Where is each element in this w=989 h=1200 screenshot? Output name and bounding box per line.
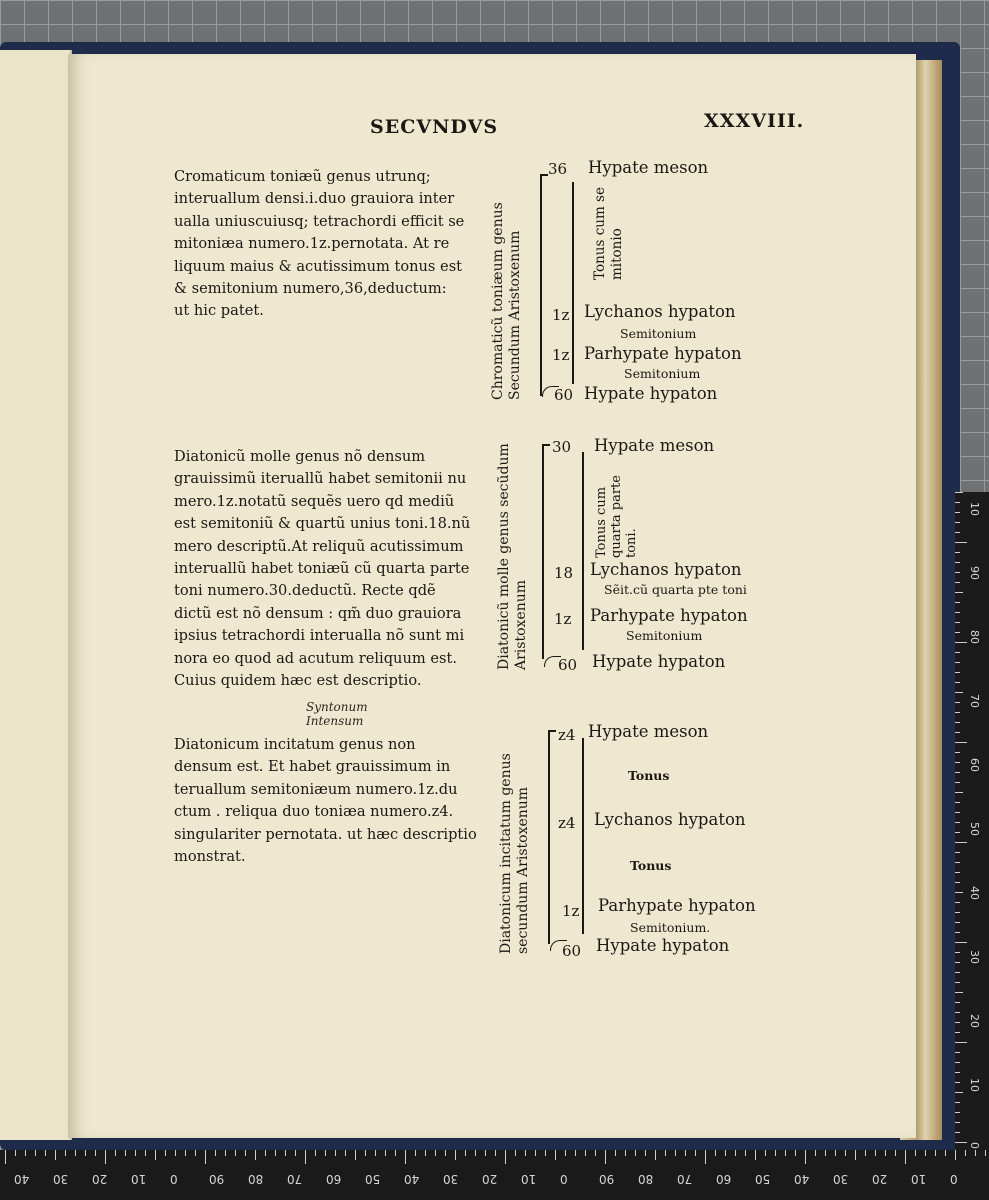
ruler-tick <box>265 1150 266 1156</box>
ruler-tick <box>955 602 960 603</box>
ruler-tick <box>765 1150 766 1156</box>
note-parhypate-hypaton: Parhypate hypaton <box>598 896 756 915</box>
ruler-tick <box>905 1150 906 1164</box>
ruler-tick <box>855 1150 856 1160</box>
handwritten-note-syntonum: Syntonum <box>306 700 368 714</box>
ruler-tick <box>885 1150 886 1156</box>
ruler-label: 20 <box>482 1172 498 1186</box>
ruler-label: 40 <box>794 1172 810 1186</box>
text-line: ipsius tetrachordi interualla nõ sunt mi <box>174 627 465 645</box>
text-line: interuallũ habet toniæũ cũ quarta parte <box>174 560 470 578</box>
note-lychanos-hypaton: Lychanos hypaton <box>594 810 746 829</box>
ruler-tick <box>955 882 960 883</box>
label-line: Diatonicum incitatum genus <box>498 753 514 954</box>
ruler-tick <box>295 1150 296 1156</box>
label-line: Chromaticũ toniæum genus <box>490 202 506 400</box>
ruler-tick <box>255 1150 256 1160</box>
ruler-label: 60 <box>326 1172 342 1186</box>
ruler-label: 10 <box>131 1172 147 1186</box>
ruler-label: 80 <box>638 1172 654 1186</box>
ruler-tick <box>785 1150 786 1156</box>
ruler-tick <box>945 1150 946 1156</box>
ruler-tick <box>955 972 960 973</box>
ruler-tick <box>955 642 967 643</box>
note-lychanos-hypaton: Lychanos hypaton <box>590 560 742 579</box>
span-label <box>594 475 639 558</box>
ruler-tick <box>955 502 960 503</box>
ruler-tick <box>955 772 960 773</box>
label-line: Secundum Aristoxenum <box>507 230 523 400</box>
ruler-tick <box>665 1150 666 1156</box>
ruler-tick <box>735 1150 736 1156</box>
ruler-tick <box>95 1150 96 1156</box>
ruler-tick <box>135 1150 136 1156</box>
interval-number: z4 <box>558 814 576 832</box>
ruler-tick <box>955 1122 960 1123</box>
ruler-tick <box>15 1150 16 1156</box>
ruler-tick <box>635 1150 636 1156</box>
ruler-tick <box>45 1150 46 1156</box>
ruler-label: 50 <box>755 1172 771 1186</box>
ruler-label: 20 <box>92 1172 108 1186</box>
ruler-tick <box>875 1150 876 1156</box>
ruler-tick <box>75 1150 76 1156</box>
ruler-tick <box>955 1052 960 1053</box>
ruler-bottom <box>0 1150 989 1200</box>
text-line: dictũ est nõ densum : qm̃ duo grauiora <box>174 604 462 622</box>
ruler-tick <box>115 1150 116 1156</box>
outer-bracket-line <box>548 730 550 944</box>
ruler-tick <box>35 1150 36 1156</box>
ruler-label: 30 <box>968 950 981 964</box>
text-line: toni numero.30.deductũ. Recte qdẽ <box>174 582 436 600</box>
ruler-tick <box>495 1150 496 1156</box>
span-label <box>592 187 626 280</box>
ruler-tick <box>795 1150 796 1156</box>
text-line: nora eo quod ad acutum reliquum est. <box>174 649 457 667</box>
label-line: Diatonicũ molle genus secũdum <box>496 443 512 670</box>
ruler-tick <box>955 742 967 743</box>
note-parhypate-hypaton: Parhypate hypaton <box>584 344 742 363</box>
ruler-tick <box>955 532 960 533</box>
text-line: monstrat. <box>174 848 246 866</box>
ruler-tick <box>955 592 963 593</box>
ruler-tick <box>915 1150 916 1156</box>
text-line: mero descriptũ.At reliquũ acutissimum <box>174 537 464 555</box>
ruler-tick <box>955 1132 960 1133</box>
ruler-tick <box>935 1150 936 1156</box>
ruler-label: 60 <box>968 758 981 772</box>
text-line: teruallum semitoniæum numero.1z.du <box>174 780 458 798</box>
ruler-tick <box>615 1150 616 1156</box>
ruler-tick <box>955 942 967 943</box>
ruler-tick <box>955 1002 960 1003</box>
ruler-tick <box>955 1042 967 1043</box>
ruler-label: 10 <box>911 1172 927 1186</box>
ruler-tick <box>25 1150 26 1156</box>
ruler-tick <box>485 1150 486 1156</box>
folio-number: XXXVIII. <box>704 110 805 132</box>
ruler-tick <box>955 542 967 543</box>
interval-number: 18 <box>554 564 574 582</box>
ruler-tick <box>955 752 960 753</box>
ruler-tick <box>955 1112 960 1113</box>
ruler-tick <box>175 1150 176 1156</box>
ruler-tick <box>205 1150 206 1164</box>
interval-name: Semitonium <box>624 366 701 381</box>
handwritten-note-intensum: Intensum <box>306 714 364 728</box>
ruler-tick <box>825 1150 826 1156</box>
ruler-tick <box>145 1150 146 1156</box>
ruler-tick <box>275 1150 276 1156</box>
ruler-tick <box>605 1150 606 1164</box>
note-hypate-hypaton: Hypate hypaton <box>592 652 726 671</box>
ruler-tick <box>895 1150 896 1156</box>
interval-number: 60 <box>558 656 578 674</box>
ruler-tick <box>345 1150 346 1156</box>
ruler-label: 60 <box>716 1172 732 1186</box>
ruler-label: 10 <box>968 502 981 516</box>
ruler-tick <box>245 1150 246 1156</box>
ruler-tick <box>725 1150 726 1156</box>
ruler-tick <box>375 1150 376 1156</box>
ruler-tick <box>955 562 960 563</box>
label-line: toni. <box>624 528 639 558</box>
ruler-tick <box>165 1150 166 1156</box>
ruler-tick <box>955 982 960 983</box>
ruler-tick <box>335 1150 336 1156</box>
paragraph-diatonic-intense <box>174 734 477 868</box>
ruler-tick <box>955 692 963 693</box>
ruler-tick <box>155 1150 156 1160</box>
ruler-tick <box>455 1150 456 1160</box>
ruler-tick <box>955 512 960 513</box>
ruler-tick <box>125 1150 126 1156</box>
ruler-label: 30 <box>833 1172 849 1186</box>
ruler-tick <box>705 1150 706 1164</box>
ruler-label: 80 <box>968 630 981 644</box>
outer-bracket-line <box>540 174 542 396</box>
interval-number: 1z <box>552 306 570 324</box>
ruler-tick <box>525 1150 526 1156</box>
ruler-tick <box>465 1150 466 1156</box>
ruler-tick <box>225 1150 226 1156</box>
ruler-tick <box>955 842 967 843</box>
ruler-label: 50 <box>365 1172 381 1186</box>
interval-name: Semitonium <box>620 326 697 341</box>
text-line: est semitoniũ & quartũ unius toni.18.nũ <box>174 515 471 533</box>
ruler-tick <box>955 662 960 663</box>
ruler-tick <box>955 932 960 933</box>
ruler-tick <box>955 902 960 903</box>
ruler-label: 80 <box>248 1172 264 1186</box>
diagram-label <box>498 753 532 954</box>
ruler-tick <box>955 1150 956 1160</box>
ruler-tick <box>395 1150 396 1156</box>
ruler-label: 40 <box>404 1172 420 1186</box>
ruler-label: 70 <box>968 694 981 708</box>
text-line: ut hic patet. <box>174 302 264 320</box>
ruler-tick <box>955 612 960 613</box>
ruler-tick <box>955 1102 960 1103</box>
ruler-label: 90 <box>599 1172 615 1186</box>
text-line: singulariter pernotata. ut hæc descriptio <box>174 825 477 843</box>
paragraph-diatonic-soft <box>174 446 470 692</box>
ruler-tick <box>955 992 963 993</box>
ruler-tick <box>955 1032 960 1033</box>
ruler-right <box>955 492 989 1152</box>
ruler-tick <box>565 1150 566 1156</box>
text-line: Cuius quidem hæc est descriptio. <box>174 672 422 690</box>
ruler-tick <box>955 792 963 793</box>
label-line: Tonus cum se <box>592 187 608 280</box>
ruler-tick <box>955 1142 967 1143</box>
ruler-label: 30 <box>443 1172 459 1186</box>
interval-number: 1z <box>552 346 570 364</box>
interval-number: 36 <box>548 160 568 178</box>
ruler-label: 0 <box>968 1142 981 1149</box>
interval-number: 60 <box>562 942 582 960</box>
text-line: ualla uniuscuiusq; tetrachordi efficit se <box>174 212 465 230</box>
label-line: secundum Aristoxenum <box>515 786 531 954</box>
interval-name: Sẽit.cũ quarta pte toni <box>604 582 747 597</box>
ruler-tick <box>955 1062 960 1063</box>
interval-name: Semitonium <box>626 628 703 643</box>
ruler-tick <box>955 682 960 683</box>
ruler-tick <box>865 1150 866 1156</box>
ruler-tick <box>585 1150 586 1156</box>
ruler-tick <box>955 552 960 553</box>
text-line: interuallum densi.i.duo grauiora inter <box>174 190 455 208</box>
text-line: Diatonicum incitatum genus non <box>174 736 416 753</box>
ruler-tick <box>955 632 960 633</box>
book-page <box>68 54 916 1138</box>
ruler-label: 90 <box>968 566 981 580</box>
interval-number: 30 <box>552 438 572 456</box>
ruler-tick <box>415 1150 416 1156</box>
label-line: Tonus cum <box>594 486 609 558</box>
ruler-tick <box>105 1150 106 1164</box>
ruler-tick <box>675 1150 676 1156</box>
ruler-tick <box>845 1150 846 1156</box>
text-line: ctum . reliqua duo toniæa numero.z4. <box>174 803 454 821</box>
ruler-tick <box>215 1150 216 1156</box>
inner-bracket-line <box>572 182 574 384</box>
ruler-tick <box>955 492 963 493</box>
ruler-tick <box>285 1150 286 1156</box>
ruler-tick <box>55 1150 56 1160</box>
bracket-tick <box>542 444 550 446</box>
text-line: Cromaticum toniæũ genus utrunq; <box>174 168 431 185</box>
ruler-tick <box>955 1022 960 1023</box>
ruler-label: 70 <box>677 1172 693 1186</box>
ruler-label: 40 <box>968 886 981 900</box>
ruler-label: 50 <box>968 822 981 836</box>
ruler-tick <box>195 1150 196 1156</box>
ruler-tick <box>185 1150 186 1156</box>
ruler-tick <box>955 962 960 963</box>
ruler-tick <box>955 892 963 893</box>
ruler-tick <box>955 702 960 703</box>
ruler-tick <box>355 1150 356 1160</box>
ruler-label: 70 <box>287 1172 303 1186</box>
ruler-tick <box>955 522 960 523</box>
ruler-label: 0 <box>170 1172 178 1186</box>
ruler-tick <box>955 732 960 733</box>
ruler-tick <box>545 1150 546 1156</box>
ruler-label: 0 <box>950 1172 958 1186</box>
ruler-tick <box>955 952 960 953</box>
ruler-tick <box>505 1150 506 1164</box>
text-line: grauissimũ iteruallũ habet semitonii nu <box>174 470 467 488</box>
bracket-tick <box>540 174 548 176</box>
ruler-label: 20 <box>968 1014 981 1028</box>
ruler-tick <box>425 1150 426 1156</box>
ruler-tick <box>955 572 960 573</box>
inner-bracket-line <box>582 452 584 650</box>
ruler-tick <box>955 622 960 623</box>
diagram-label <box>496 443 530 670</box>
note-hypate-meson: Hypate meson <box>588 158 709 177</box>
outer-bracket-line <box>542 444 544 659</box>
ruler-label: 30 <box>53 1172 69 1186</box>
ruler-tick <box>955 652 960 653</box>
text-line: liquum maius & acutissimum tonus est <box>174 257 463 275</box>
ruler-tick <box>955 852 960 853</box>
ruler-tick <box>955 1082 960 1083</box>
note-hypate-hypaton: Hypate hypaton <box>596 936 730 955</box>
ruler-tick <box>595 1150 596 1156</box>
ruler-tick <box>955 832 960 833</box>
ruler-tick <box>955 922 960 923</box>
ruler-tick <box>655 1150 656 1160</box>
ruler-tick <box>955 812 960 813</box>
ruler-tick <box>755 1150 756 1160</box>
ruler-tick <box>555 1150 556 1160</box>
note-hypate-hypaton: Hypate hypaton <box>584 384 718 403</box>
inner-bracket-line <box>582 738 584 934</box>
ruler-tick <box>985 1150 986 1156</box>
ruler-tick <box>955 802 960 803</box>
ruler-tick <box>815 1150 816 1156</box>
ruler-tick <box>365 1150 366 1156</box>
ruler-tick <box>955 872 960 873</box>
ruler-label: 10 <box>968 1078 981 1092</box>
ruler-tick <box>235 1150 236 1156</box>
running-head-title: SECVNDVS <box>370 116 499 138</box>
facing-page-left <box>0 50 72 1140</box>
ruler-tick <box>955 712 960 713</box>
ruler-tick <box>835 1150 836 1156</box>
ruler-tick <box>955 672 960 673</box>
paragraph-chromatic <box>174 166 464 323</box>
ruler-tick <box>315 1150 316 1156</box>
ruler-tick <box>955 582 960 583</box>
ruler-tick <box>775 1150 776 1156</box>
ruler-tick <box>695 1150 696 1156</box>
ruler-tick <box>955 1012 960 1013</box>
interval-number: z4 <box>558 726 576 744</box>
ruler-tick <box>955 762 960 763</box>
ruler-tick <box>535 1150 536 1156</box>
bracket-tick <box>548 730 556 732</box>
ruler-tick <box>85 1150 86 1156</box>
ruler-tick <box>385 1150 386 1156</box>
ruler-tick <box>955 862 960 863</box>
ruler-tick <box>955 1092 963 1093</box>
text-line: mero.1z.notatũ sequẽs uero qd mediũ <box>174 492 455 510</box>
note-hypate-meson: Hypate meson <box>588 722 709 741</box>
text-line: densum est. Et habet grauissimum in <box>174 758 451 776</box>
interval-number: 1z <box>554 610 572 628</box>
ruler-tick <box>575 1150 576 1156</box>
ruler-label: 20 <box>872 1172 888 1186</box>
ruler-label: 10 <box>521 1172 537 1186</box>
ruler-tick <box>625 1150 626 1156</box>
interval-name: Tonus <box>630 858 672 873</box>
ruler-tick <box>685 1150 686 1156</box>
ruler-tick <box>955 822 960 823</box>
ruler-tick <box>745 1150 746 1156</box>
ruler-tick <box>965 1150 966 1156</box>
ruler-tick <box>5 1150 6 1164</box>
text-line: & semitonium numero,36,deductum: <box>174 280 447 298</box>
ruler-tick <box>325 1150 326 1156</box>
text-line: Diatonicũ molle genus nõ densum <box>174 448 426 465</box>
label-line: mitonio <box>609 228 625 280</box>
ruler-tick <box>715 1150 716 1156</box>
interval-number: 1z <box>562 902 580 920</box>
ruler-tick <box>955 722 960 723</box>
ruler-tick <box>515 1150 516 1156</box>
ruler-tick <box>955 782 960 783</box>
ruler-tick <box>475 1150 476 1156</box>
note-hypate-meson: Hypate meson <box>594 436 715 455</box>
ruler-tick <box>405 1150 406 1164</box>
label-line: Aristoxenum <box>513 579 529 670</box>
ruler-tick <box>305 1150 306 1164</box>
interval-number: 60 <box>554 386 574 404</box>
ruler-tick <box>435 1150 436 1156</box>
label-line: quarta parte <box>609 475 624 558</box>
ruler-tick <box>955 1072 960 1073</box>
ruler-tick <box>955 912 960 913</box>
ruler-tick <box>645 1150 646 1156</box>
ruler-label: 90 <box>209 1172 225 1186</box>
ruler-tick <box>975 1150 976 1156</box>
interval-name: Semitonium. <box>630 920 711 935</box>
ruler-label: 0 <box>560 1172 568 1186</box>
interval-name: Tonus <box>628 768 670 783</box>
ruler-tick <box>805 1150 806 1164</box>
text-line: mitoniæa numero.1z.pernotata. At re <box>174 235 450 253</box>
note-parhypate-hypaton: Parhypate hypaton <box>590 606 748 625</box>
ruler-label: 40 <box>14 1172 30 1186</box>
note-lychanos-hypaton: Lychanos hypaton <box>584 302 736 321</box>
ruler-tick <box>925 1150 926 1156</box>
ruler-tick <box>445 1150 446 1156</box>
diagram-label <box>490 202 524 400</box>
ruler-tick <box>65 1150 66 1156</box>
